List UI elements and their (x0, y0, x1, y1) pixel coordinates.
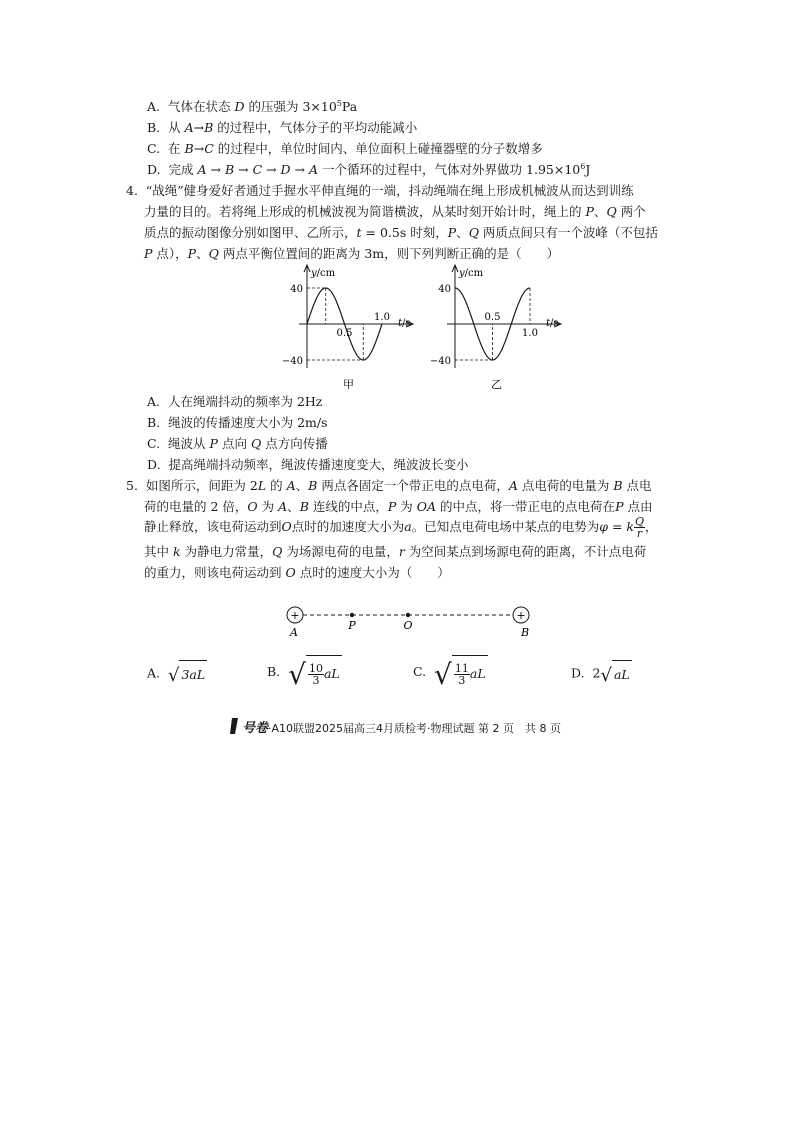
q5-option-b[interactable]: B. √ $\frac{10}{3}$ aL (267, 655, 342, 690)
t-tick-10: 1.0 (374, 312, 390, 323)
q4-option-a[interactable]: A. 人在绳端抖动的频率为 2Hz (147, 394, 323, 409)
q5-stem-line4: 其中 k 为静电力常量，Q 为场源电荷的电量，r 为空间某点到场源电荷的距离，不计点电荷 (144, 544, 647, 559)
graph-caption: 甲 (343, 378, 354, 391)
charge-diagram (0, 600, 794, 650)
y-axis-label: y/cm (459, 268, 484, 279)
q5-option-d[interactable]: D. 2√ aL (571, 660, 632, 688)
y-tick-bottom: −40 (281, 356, 303, 367)
t-tick-10: 1.0 (522, 328, 538, 339)
footer-text: ·A10联盟2025届高三4月质检考·物理试题 第 2 页 共 8 页 (268, 722, 562, 735)
y-tick-top: 40 (290, 284, 303, 295)
t-axis-label: t/s (546, 318, 559, 329)
q5-stem-line3: 静止释放，该电荷运动到O点时的加速度大小为a。已知点电荷电场中某点的电势为φ = k $\frac{Q}{r}$ ， (144, 515, 658, 540)
q4-stem-line1: 4. “战绳”健身爱好者通过手握水平伸直绳的一端，抖动绳端在绳上形成机械波从而达到训练 (126, 183, 634, 198)
t-tick-05: 0.5 (484, 312, 501, 323)
brand-logo (228, 717, 242, 741)
q5-stem-line5: 的重力，则该电荷运动到 O 点时的速度大小为（ ） (144, 565, 450, 580)
q4-option-c[interactable]: C. 绳波从 P 点向 Q 点方向传播 (147, 436, 328, 451)
point-p (350, 613, 354, 617)
label-b: B (520, 626, 530, 639)
vibration-graphs (0, 258, 794, 398)
label-a: A (290, 626, 298, 639)
q5-stem-line2: 荷的电量的 2 倍，O 为 A、B 连线的中点，P 为 OA 的中点，将一带正电的点电荷在P 点由 (144, 499, 653, 514)
brand-logo-mark (228, 717, 242, 735)
q5-option-a[interactable]: A. √ 3aL (147, 660, 207, 688)
t-axis-label: t/s (398, 318, 411, 329)
charge-a-sign: + (290, 609, 300, 622)
page-footer (228, 717, 561, 741)
point-o (406, 613, 410, 617)
brand-name: 号卷 (242, 721, 269, 736)
graph-caption: 乙 (491, 378, 502, 391)
t-tick-05: 0.5 (336, 328, 353, 339)
label-p: P (348, 619, 356, 632)
q5-option-c[interactable]: C. √ $\frac{11}{3}$ aL (413, 655, 488, 690)
q4-stem-line3: 质点的振动图像分别如图甲、乙所示，t = 0.5s 时刻，P、Q 两质点间只有一个波峰（不包括 (144, 225, 658, 240)
graph-yi (430, 265, 561, 391)
q3-option-d[interactable]: D. 完成 A → B → C → D → A 一个循环的过程中，气体对外界做功 $1.95\times 10^6J$ (147, 162, 591, 177)
charge-b-sign: + (516, 609, 526, 622)
sqrt-al: √ aL (600, 660, 631, 688)
graph-jia (282, 265, 413, 391)
q4-option-d[interactable]: D. 提高绳端抖动频率，绳波传播速度变大，绳波波长变小 (147, 457, 469, 472)
q4-stem-line2: 力量的目的。若将绳上形成的机械波视为简谐横波，从某时刻开始计时，绳上的 P、Q 两个 (144, 204, 646, 219)
potential-fraction: $\frac{Q}{r}$ (635, 515, 645, 540)
sqrt-3al: √ 3aL (168, 660, 207, 688)
label-o: O (403, 619, 413, 632)
sqrt-10-3-al: √ $\frac{10}{3}$ aL (288, 655, 342, 690)
q3-option-b[interactable]: B. 从 A→B 的过程中，气体分子的平均动能减小 (147, 120, 418, 135)
q5-stem-line1: 5. 如图所示，间距为 2L 的 A、B 两点各固定一个带正电的点电荷，A 点电荷的电量为 B 点电 (126, 478, 652, 493)
q4-number: 4. (126, 183, 138, 198)
q5-number: 5. (126, 478, 138, 493)
q4-option-b[interactable]: B. 绳波的传播速度大小为 2m/s (147, 415, 328, 430)
sqrt-11-3-al: √ $\frac{11}{3}$ aL (434, 655, 488, 690)
y-tick-bottom: −40 (429, 356, 451, 367)
y-tick-top: 40 (438, 284, 451, 295)
q3-option-a[interactable]: A. 气体在状态 D 的压强为 $3\times 10^5Pa$ (147, 99, 358, 114)
y-axis-label: y/cm (311, 268, 336, 279)
q3-option-c[interactable]: C. 在 B→C 的过程中，单位时间内、单位面积上碰撞器壁的分子数增多 (147, 141, 543, 156)
q4-stem-line4: P 点），P、Q 两点平衡位置间的距离为 3m，则下列判断正确的是（ ） (144, 246, 560, 261)
